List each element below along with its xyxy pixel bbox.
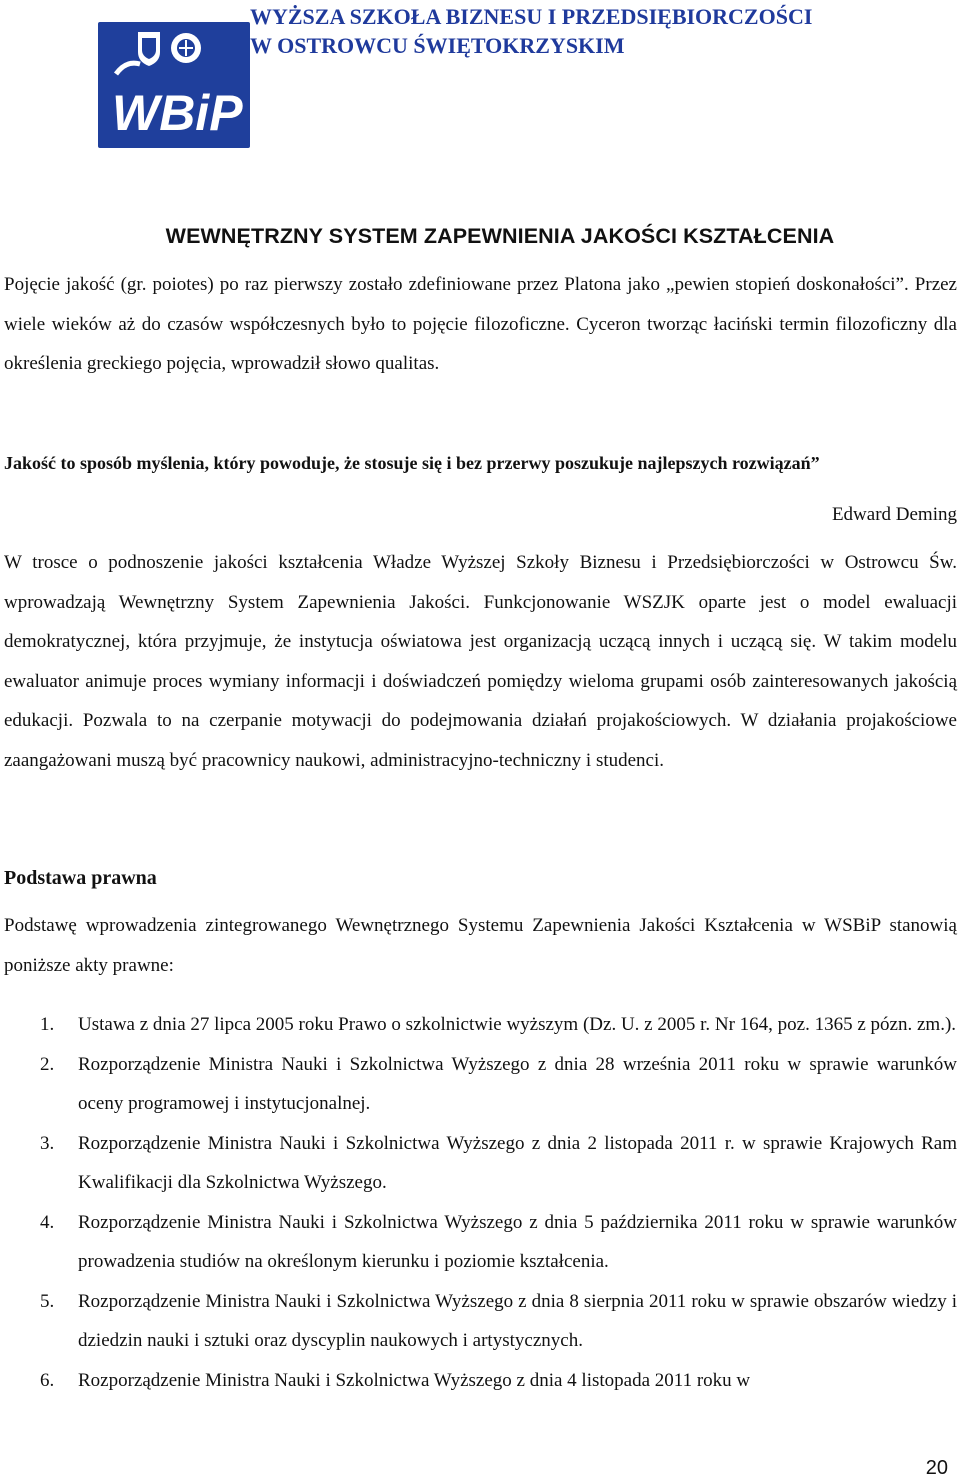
legal-act-item (0, 1005, 957, 1045)
logo-wordmark: WBiP (112, 85, 243, 141)
legal-act-text: Rozporządzenie Ministra Nauki i Szkolnictwa Wyższego z dnia 5 października 2011 roku w sprawie warunków prowadzenia studiów na określonym kierunku i poziomie kształcenia. (78, 1211, 957, 1272)
legal-act-number: 3. (40, 1132, 55, 1154)
intro-paragraph: Pojęcie jakość (gr. poiotes) po raz pierwszy zostało zdefiniowane przez Platona jako „pewien stopień doskonałości”. Przez wiele wieków aż do czasów współczesnych było to pojęcie filozoficzne. Cyceron tworząc łaciński termin filozoficzny dla określenia greckiego pojęcia, wprowadził słowo qualitas. (4, 274, 957, 374)
legal-act-text: Rozporządzenie Ministra Nauki i Szkolnictwa Wyższego z dnia 28 września 2011 roku w sprawie warunków oceny programowej i instytucjonalnej. (78, 1053, 957, 1114)
university-logo (98, 22, 250, 148)
legal-act-number: 5. (40, 1290, 55, 1312)
legal-act-number: 4. (40, 1211, 55, 1233)
deming-quote: Jakość to sposób myślenia, który powoduje, że stosuje się i bez przerwy poszukuje najlepszych rozwiązań” (4, 453, 820, 473)
legal-act-number: 6. (40, 1369, 55, 1391)
quote-author: Edward Deming (831, 504, 957, 525)
legal-act-item (0, 1124, 957, 1203)
legal-act-text: Rozporządzenie Ministra Nauki i Szkolnictwa Wyższego z dnia 4 listopada 2011 roku w (78, 1369, 751, 1391)
legal-basis-intro: Podstawę wprowadzenia zintegrowanego Wewnętrznego Systemu Zapewnienia Jakości Kształcenia w WSBiP stanowią poniższe akty prawne: (4, 915, 957, 976)
legal-act-text: Ustawa z dnia 27 lipca 2005 roku Prawo o szkolnictwie wyższym (Dz. U. z 2005 r. Nr 164, poz. 1365 z pózn. zm.). (78, 1014, 957, 1035)
institution-name-line-1: WYŻSZA SZKOŁA BIZNESU I PRZEDSIĘBIORCZOŚCI (250, 4, 813, 29)
legal-act-number: 2. (40, 1053, 55, 1075)
legal-act-number: 1. (40, 1014, 55, 1035)
institution-name-line-2: W OSTROWCU ŚWIĘTOKRZYSKIM (250, 33, 625, 58)
legal-act-item (0, 1361, 957, 1401)
legal-basis-heading: Podstawa prawna (4, 867, 157, 889)
system-description-paragraph: W trosce o podnoszenie jakości kształcenia Władze Wyższej Szkoły Biznesu i Przedsiębiorczości w Ostrowcu Św. wprowadzają Wewnętrzny System Zapewnienia Jakości. Funkcjonowanie WSZJK oparte jest o model ewaluacji demokratycznej, która przyjmuje, że instytucja oświatowa jest organizacją uczącą innych i uczącą się. W takim modelu ewaluator animuje proces wymiany informacji i doświadczeń pomiędzy wieloma grupami osób zainteresowanych jakością edukacji. Pozwala to na czerpanie motywacji do podejmowania działań projakościowych. W działania projakościowe zaangażowani muszą być pracownicy naukowi, administracyjno-techniczny i studenci. (4, 552, 957, 771)
legal-act-text: Rozporządzenie Ministra Nauki i Szkolnictwa Wyższego z dnia 8 sierpnia 2011 roku w sprawie obszarów wiedzy i dziedzin nauki i sztuki oraz dyscyplin naukowych i artystycznych. (78, 1290, 957, 1351)
wbip-logo-emblem (98, 22, 250, 148)
legal-act-item (0, 1203, 957, 1282)
legal-act-text: Rozporządzenie Ministra Nauki i Szkolnictwa Wyższego z dnia 2 listopada 2011 r. w sprawie Krajowych Ram Kwalifikacji dla Szkolnictwa Wyższego. (78, 1132, 957, 1193)
page-number: 20 (925, 1457, 948, 1479)
legal-act-item (0, 1045, 957, 1124)
legal-acts-list (0, 1005, 957, 1400)
legal-act-item (0, 1282, 957, 1361)
document-title: WEWNĘTRZNY SYSTEM ZAPEWNIENIA JAKOŚCI KSZTAŁCENIA (165, 224, 835, 248)
